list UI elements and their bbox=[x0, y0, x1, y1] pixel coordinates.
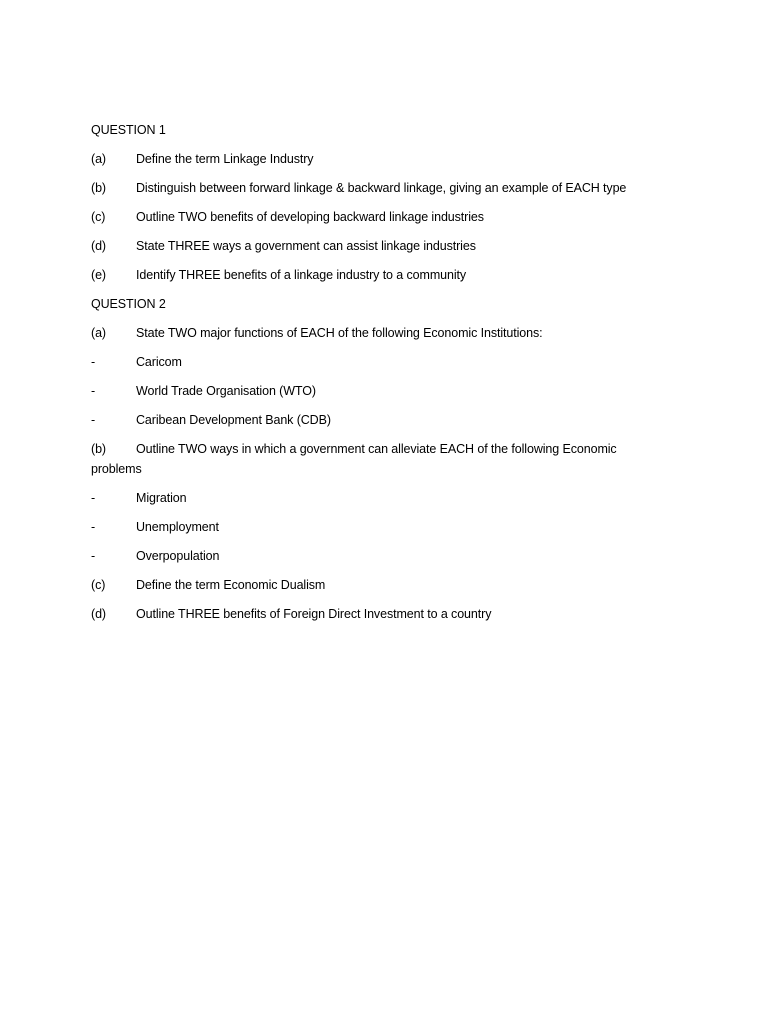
item-text: Define the term Linkage Industry bbox=[136, 152, 314, 166]
bullet-dash: - bbox=[91, 413, 96, 427]
bullet-dash: - bbox=[91, 491, 96, 505]
bullet-dash: - bbox=[91, 384, 96, 398]
question-sheet bbox=[91, 122, 661, 635]
item-text: State THREE ways a government can assist linkage industries bbox=[136, 239, 476, 253]
question-2-item-a bbox=[91, 325, 661, 341]
list-item-text: Migration bbox=[136, 491, 187, 505]
question-2-b-list-item bbox=[91, 548, 661, 564]
list-item-text: Unemployment bbox=[136, 520, 219, 534]
question-2-a-list-item bbox=[91, 383, 661, 399]
question-1-item-e bbox=[91, 267, 661, 283]
question-1-heading: QUESTION 1 bbox=[91, 123, 166, 137]
bullet-dash: - bbox=[91, 549, 96, 563]
item-text: Outline THREE benefits of Foreign Direct Investment to a country bbox=[136, 607, 492, 621]
question-1-item-a bbox=[91, 151, 661, 167]
question-2-item-b bbox=[91, 441, 661, 477]
bullet-dash: - bbox=[91, 355, 96, 369]
question-2-item-d bbox=[91, 606, 661, 622]
item-marker: (e) bbox=[91, 268, 106, 282]
question-2-a-list-item bbox=[91, 354, 661, 370]
item-marker: (b) bbox=[91, 181, 106, 195]
question-1-item-c bbox=[91, 209, 661, 225]
question-2-b-list-item bbox=[91, 519, 661, 535]
item-marker: (b) bbox=[91, 442, 106, 456]
item-marker: (a) bbox=[91, 152, 106, 166]
question-2-item-c bbox=[91, 577, 661, 593]
item-first-line bbox=[91, 441, 661, 457]
item-text-continuation: problems bbox=[91, 462, 142, 476]
item-text: Outline TWO benefits of developing backward linkage industries bbox=[136, 210, 484, 224]
question-1-item-b bbox=[91, 180, 661, 196]
item-marker: (c) bbox=[91, 210, 106, 224]
item-marker: (c) bbox=[91, 578, 106, 592]
question-2-b-list-item bbox=[91, 490, 661, 506]
item-text: Outline TWO ways in which a government can alleviate EACH of the following Economic bbox=[136, 442, 617, 456]
item-text: State TWO major functions of EACH of the following Economic Institutions: bbox=[136, 326, 543, 340]
question-1-item-d bbox=[91, 238, 661, 254]
question-2-a-list-item bbox=[91, 412, 661, 428]
item-marker: (a) bbox=[91, 326, 106, 340]
item-text: Distinguish between forward linkage & backward linkage, giving an example of EACH type bbox=[136, 181, 627, 195]
item-text: Define the term Economic Dualism bbox=[136, 578, 326, 592]
list-item-text: Overpopulation bbox=[136, 549, 220, 563]
item-marker: (d) bbox=[91, 607, 106, 621]
item-marker: (d) bbox=[91, 239, 106, 253]
question-2-heading: QUESTION 2 bbox=[91, 297, 166, 311]
list-item-text: World Trade Organisation (WTO) bbox=[136, 384, 316, 398]
list-item-text: Caribean Development Bank (CDB) bbox=[136, 413, 331, 427]
item-text: Identify THREE benefits of a linkage industry to a community bbox=[136, 268, 467, 282]
list-item-text: Caricom bbox=[136, 355, 182, 369]
bullet-dash: - bbox=[91, 520, 96, 534]
